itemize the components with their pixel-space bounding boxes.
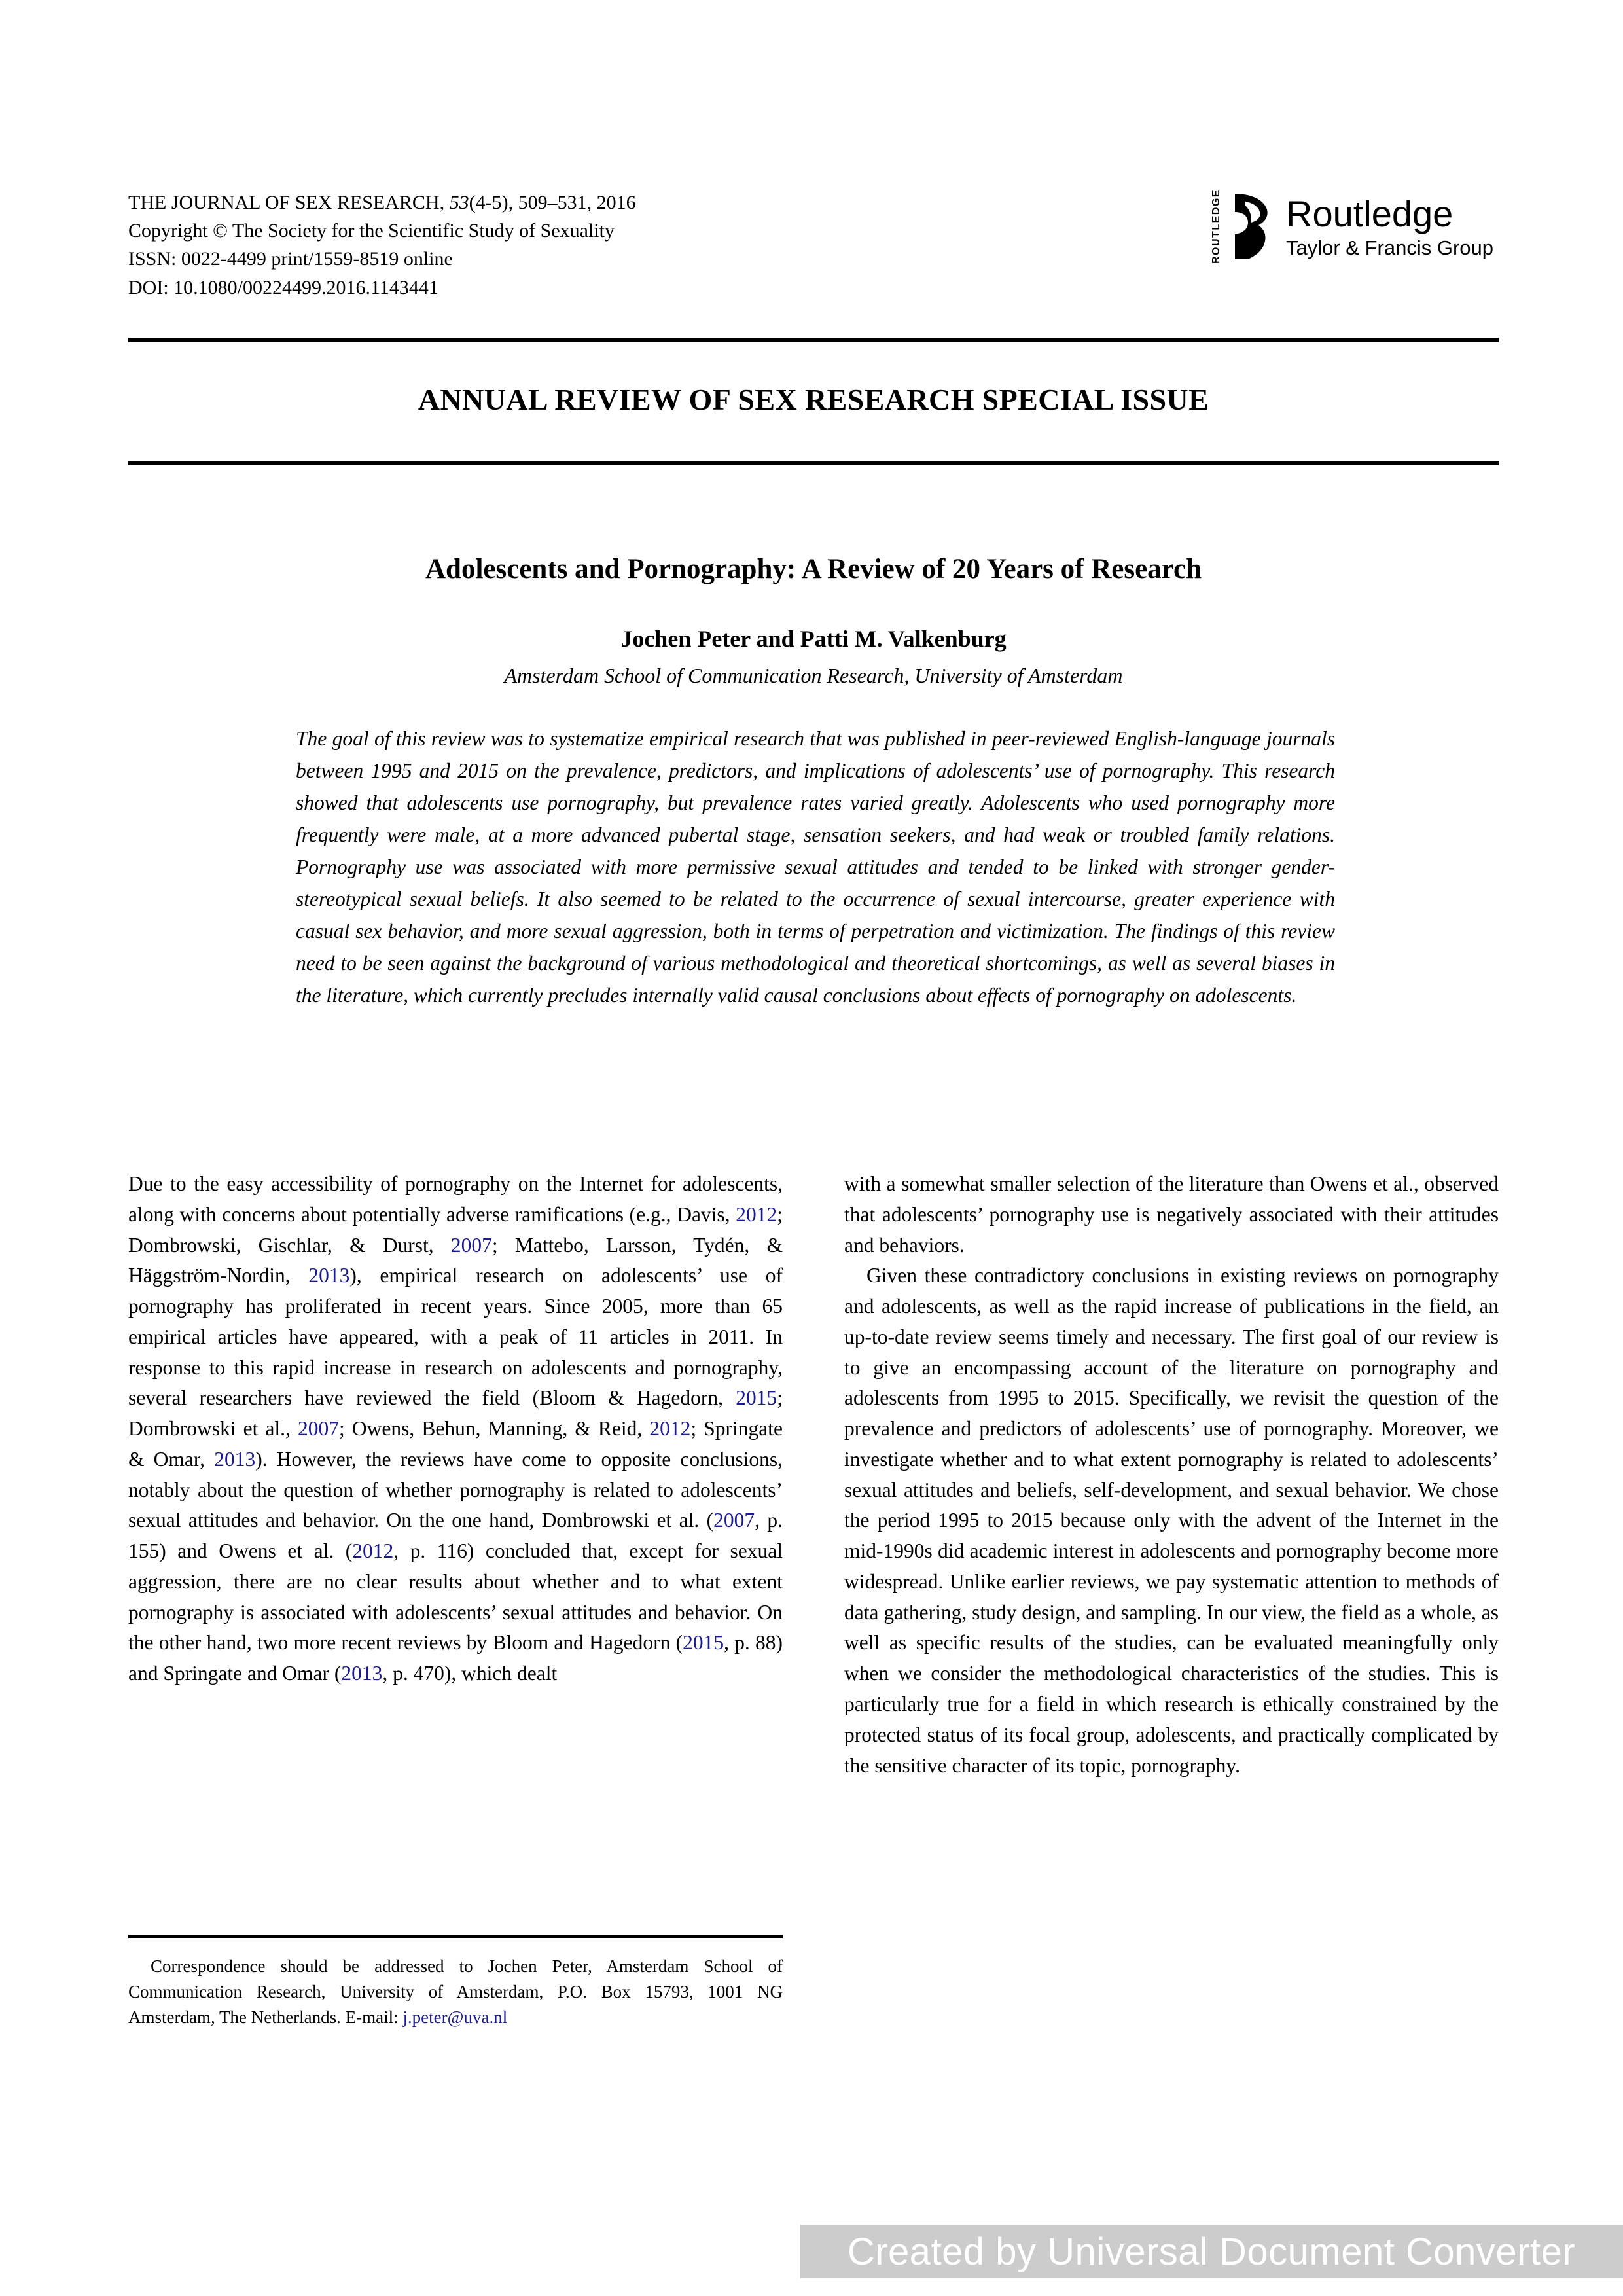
body-column-left (128, 1169, 783, 1689)
text-run: ; Dombrowski, Gischlar, & Durst, (128, 1202, 783, 1257)
citation-link-owens-2012[interactable]: 2012 (649, 1417, 691, 1441)
issn-line: ISSN: 0022-4499 print/1559-8519 online (128, 248, 453, 270)
text-run: , p. 116) concluded that, except for sexual aggression, there are no clear results about whether and to what extent pornography is associated with adolescents’ sexual attitudes and behavior. On the other hand, two more recent reviews by Bloom and Hagedorn ( (128, 1539, 783, 1655)
article-authors: Jochen Peter and Patti M. Valkenburg (620, 626, 1007, 652)
citation-link-bloom-2015[interactable]: 2015 (736, 1386, 777, 1410)
masthead-citation-block (128, 188, 636, 302)
article-affiliation: Amsterdam School of Communication Research, University of Amsterdam (504, 664, 1123, 687)
text-run: ), empirical research on adolescents’ use of pornography has proliferated in recent years. Since 2005, more than 65 empirical articles have appeared, with a peak of 11 articles in 2011. In response to this rapid increase in research on adolescents and pornography, several researchers have reviewed the field (Bloom & Hagedorn, (128, 1264, 783, 1410)
body-column-right (844, 1169, 1499, 1781)
text-run: , p. 88) and Springate and Omar ( (128, 1631, 783, 1685)
citation-link-dombrowski-etal-2007[interactable]: 2007 (298, 1417, 340, 1441)
citation-link-mattebo-2013[interactable]: 2013 (308, 1264, 350, 1287)
citation-link-springate-p470[interactable]: 2013 (341, 1662, 383, 1685)
doi-line: DOI: 10.1080/00224499.2016.1143441 (128, 276, 438, 298)
text-run: ; Mattebo, Larsson, Tydén, & Häggström-Nordin, (128, 1233, 783, 1287)
email-link[interactable]: j.peter@uva.nl (402, 2007, 508, 2027)
text-run: ; Springate & Omar, (128, 1417, 783, 1471)
citation-link-bloom-p88[interactable]: 2015 (683, 1631, 724, 1655)
text-run: Due to the easy accessibility of pornography on the Internet for adolescents, along with concerns about potentially adverse ramifications (e.g., Davis, (128, 1172, 783, 1226)
masthead (128, 188, 1499, 302)
paragraph: Given these contradictory conclusions in existing reviews on pornography and adolescents, as well as the rapid increase of publications in the field, an up-to-date review seems timely and necessary. The first goal of our review is to give an encompassing account of the literature on pornography and adolescents from 1995 to 2015. Specifically, we revisit the question of the prevalence and predictors of adolescents’ use of pornography. Moreover, we investigate whether and to what extent pornography is related to adolescents’ sexual attitudes and beliefs, self-development, and sexual behavior. We chose the period 1995 to 2015 because only with the advent of the Internet in the mid-1990s did academic interest in adolescents and pornography become more widespread. Unlike earlier reviews, we pay systematic attention to methods of data gathering, study design, and sampling. In our view, the field as a whole, as well as specific results of the studies, can be evaluated meaningfully only when we consider the methodological characteristics of the studies. This is particularly true for a field in which research is ethically constrained by the protected status of its focal group, adolescents, and practically complicated by the sensitive character of its topic, pornography. (844, 1264, 1499, 1777)
divider-top (128, 338, 1499, 342)
watermark-text: Created by Universal Document Converter (847, 2230, 1576, 2273)
watermark-banner (800, 2225, 1623, 2278)
routledge-logo-mark (1211, 189, 1277, 264)
text-run: , p. 470), which dealt (382, 1662, 558, 1685)
text-run: , p. 155) and Owens et al. ( (128, 1509, 783, 1563)
paragraph (128, 1169, 783, 1689)
routledge-wordmark (1286, 192, 1493, 259)
citation-link-owens-p116[interactable]: 2012 (352, 1539, 394, 1563)
journal-citation-line (128, 188, 636, 217)
text-run: ; Dombrowski et al., (128, 1386, 783, 1441)
routledge-logo (1211, 189, 1493, 264)
text-run: ). However, the reviews have come to opposite conclusions, notably about the question of whether pornography is related to adolescents’ sexual attitudes and behavior. On the one hand, Dombrowski et al. ( (128, 1447, 783, 1532)
journal-name: THE JOURNAL OF SEX RESEARCH, (128, 192, 450, 213)
correspondence-footnote (128, 1935, 783, 2030)
volume-number: 53 (449, 192, 469, 213)
copyright-line: Copyright © The Society for the Scientific Study of Sexuality (128, 220, 615, 242)
citation-link-dombrowski-p155[interactable]: 2007 (713, 1509, 755, 1532)
issue-pages-year: (4-5), 509–531, 2016 (469, 192, 636, 213)
text-run: ; Owens, Behun, Manning, & Reid, (339, 1417, 650, 1441)
taylor-francis-group: Taylor & Francis Group (1286, 236, 1493, 259)
paragraph: with a somewhat smaller selection of the literature than Owens et al., observed that adolescents’ pornography use is negatively associated with their attitudes and behaviors. (844, 1172, 1499, 1257)
footnote-text (128, 1954, 783, 2030)
divider-bottom (128, 461, 1499, 465)
article-title: Adolescents and Pornography: A Review of 20 Years of Research (425, 554, 1202, 584)
routledge-face-r-icon (1226, 192, 1277, 260)
citation-link-davis-2012[interactable]: 2012 (736, 1202, 777, 1226)
footnote-divider (128, 1935, 783, 1938)
article-abstract: The goal of this review was to systematize empirical research that was published in peer-reviewed English-language journals between 1995 and 2015 on the prevalence, predictors, and implications of adolescents’ use of pornography. This research showed that adolescents use pornography, but prevalence rates varied greatly. Adolescents who used pornography more frequently were male, at a more advanced pubertal stage, sensation seekers, and had weak or troubled family relations. Pornography use was associated with more permissive sexual attitudes and tended to be linked with stronger gender-stereotypical sexual beliefs. It also seemed to be related to the occurrence of sexual intercourse, greater experience with casual sex behavior, and more sexual aggression, both in terms of perpetration and victimization. The findings of this review need to be seen against the background of various methodological and theoretical shortcomings, as well as several biases in the literature, which currently precludes internally valid causal conclusions about effects of pornography on adolescents. (296, 727, 1335, 1007)
citation-link-springate-2013[interactable]: 2013 (214, 1447, 256, 1471)
text-run: Correspondence should be addressed to Jochen Peter, Amsterdam School of Communication Research, University of Amsterdam, P.O. Box 15793, 1001 NG Amsterdam, The Netherlands. E-mail: (128, 1956, 783, 2027)
routledge-vertical-label: ROUTLEDGE (1211, 189, 1222, 264)
special-issue-banner: ANNUAL REVIEW OF SEX RESEARCH SPECIAL ISSUE (418, 383, 1209, 416)
routledge-name: Routledge (1286, 192, 1454, 234)
citation-link-dombrowski-2007[interactable]: 2007 (450, 1233, 492, 1257)
